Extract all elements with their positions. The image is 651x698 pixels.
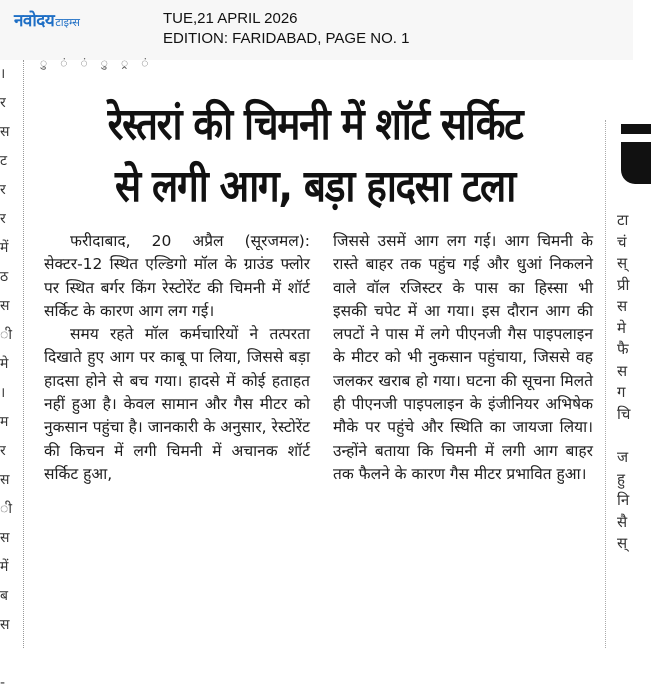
article-column-2 — [333, 230, 593, 486]
adjacent-text-fragment: स — [617, 297, 628, 315]
adjacent-text-fragment: ी — [0, 501, 12, 517]
adjacent-text-fragment: ज — [617, 448, 629, 466]
adjacent-text-fragment: स — [0, 298, 10, 314]
adjacent-text-fragment: र — [0, 182, 6, 198]
adjacent-text-fragment — [617, 425, 633, 447]
article-paragraph: फरीदाबाद, 20 अप्रैल (सूरजमल): सेक्टर-12 स्थित एल्डिगो मॉल के ग्राउंड फ्लोर पर स्थित बर्गर किंग रेस्टोरेंट की चिमनी में शॉर्ट सर्किट के कारण आग लग गई। — [44, 232, 310, 320]
article-paragraph: समय रहते मॉल कर्मचारियों ने तत्परता दिखाते हुए आग पर काबू पा लिया, जिससे बड़ा हादसा होने से बच गया। हादसे में कोई हताहत नहीं हुआ है। केवल सामान और गैस मीटर को नुकसान पहुंचा है। जानकारी के अनुसार, रेस्टोरेंट की किचन में लगी चिमनी में अचानक शॉर्ट सर्किट हुआ, — [44, 325, 310, 483]
adjacent-text-fragment: र — [0, 95, 6, 111]
adjacent-right-text — [617, 210, 633, 555]
newspaper-logo[interactable] — [14, 8, 80, 31]
adjacent-text-fragment: ठ — [0, 269, 9, 285]
adjacent-right-article — [617, 60, 633, 648]
article-paragraph: जिससे उसमें आग लग गई। आग चिमनी के रास्ते बाहर तक पहुंच गई और धुआं निकलने वाले वॉल रजिस्टर के पास का हिस्सा भी इसकी चपेट में आ गया। इस दौरान आग की लपटों ने पास में लगे पीएनजी गैस पाइपलाइन के मीटर को भी नुकसान पहुंचाया, जिससे वह जलकर खराब हो गया। घटना की सूचना मिलते ही पीएनजी पाइपलाइन के इंजीनियर अभिषेक मौके पर पहुंचे और स्थिति का जायजा लिया। उन्होंने बताया कि चिमनी में लगी आग बाहर तक फैलने के कारण गैस मीटर प्रभावित हुआ। — [333, 232, 593, 483]
adjacent-text-fragment: ब — [0, 588, 8, 604]
adjacent-left-article — [0, 60, 12, 691]
article-headline — [64, 94, 566, 218]
adjacent-text-fragment: चं — [617, 232, 627, 251]
adjacent-text-fragment: - — [0, 675, 6, 691]
edition-page: EDITION: FARIDABAD, PAGE NO. 1 — [163, 30, 410, 47]
edition-info — [163, 9, 409, 49]
adjacent-text-fragment: ग — [617, 383, 626, 401]
adjacent-text-fragment: स — [617, 361, 628, 380]
edition-date: TUE,21 APRIL 2026 — [163, 10, 298, 27]
logo-main-text: नवोदय — [14, 11, 55, 31]
adjacent-text-fragment: सै — [617, 512, 628, 531]
logo-sub-text: टाइम्स — [55, 16, 80, 29]
adjacent-text-fragment: टा — [617, 211, 629, 229]
adjacent-text-fragment: स् — [617, 534, 628, 552]
article-column-1 — [44, 230, 310, 486]
adjacent-text-fragment: स — [0, 530, 10, 546]
adjacent-text-fragment: में — [0, 240, 9, 256]
adjacent-text-fragment: नि — [617, 491, 630, 509]
adjacent-text-fragment: मे — [617, 318, 626, 337]
adjacent-text-fragment: फै — [617, 340, 629, 358]
adjacent-text-fragment: में — [0, 559, 9, 575]
cut-previous-article-text: ु ं ं ु ्र ं — [40, 56, 159, 70]
adjacent-text-fragment: हु — [617, 469, 625, 488]
adjacent-text-fragment: ी — [0, 327, 12, 343]
adjacent-text-fragment — [0, 640, 12, 669]
adjacent-text-fragment: स — [0, 472, 10, 488]
adjacent-text-fragment: र — [0, 211, 6, 227]
adjacent-text-fragment: र — [0, 443, 6, 459]
adjacent-text-fragment: स — [0, 124, 10, 140]
adjacent-text-fragment: स् — [617, 254, 628, 272]
adjacent-text-fragment: ट — [0, 153, 8, 169]
headline-line-2: से लगी आग, बड़ा हादसा टला — [115, 161, 515, 212]
adjacent-text-fragment: प्री — [617, 275, 630, 294]
column-divider-left — [23, 60, 24, 648]
adjacent-headline-fragment — [621, 124, 651, 184]
adjacent-text-fragment: । — [0, 385, 6, 401]
adjacent-text-fragment: । — [0, 66, 6, 82]
adjacent-text-fragment: स — [0, 617, 10, 633]
headline-line-1: रेस्तरां की चिमनी में शॉर्ट सर्किट — [107, 99, 523, 150]
column-divider-right — [605, 120, 606, 648]
adjacent-text-fragment: म — [0, 414, 9, 430]
adjacent-text-fragment: चि — [617, 404, 631, 423]
newspaper-clipping — [0, 56, 633, 691]
page-header — [0, 0, 633, 60]
adjacent-text-fragment: मे — [0, 356, 9, 372]
